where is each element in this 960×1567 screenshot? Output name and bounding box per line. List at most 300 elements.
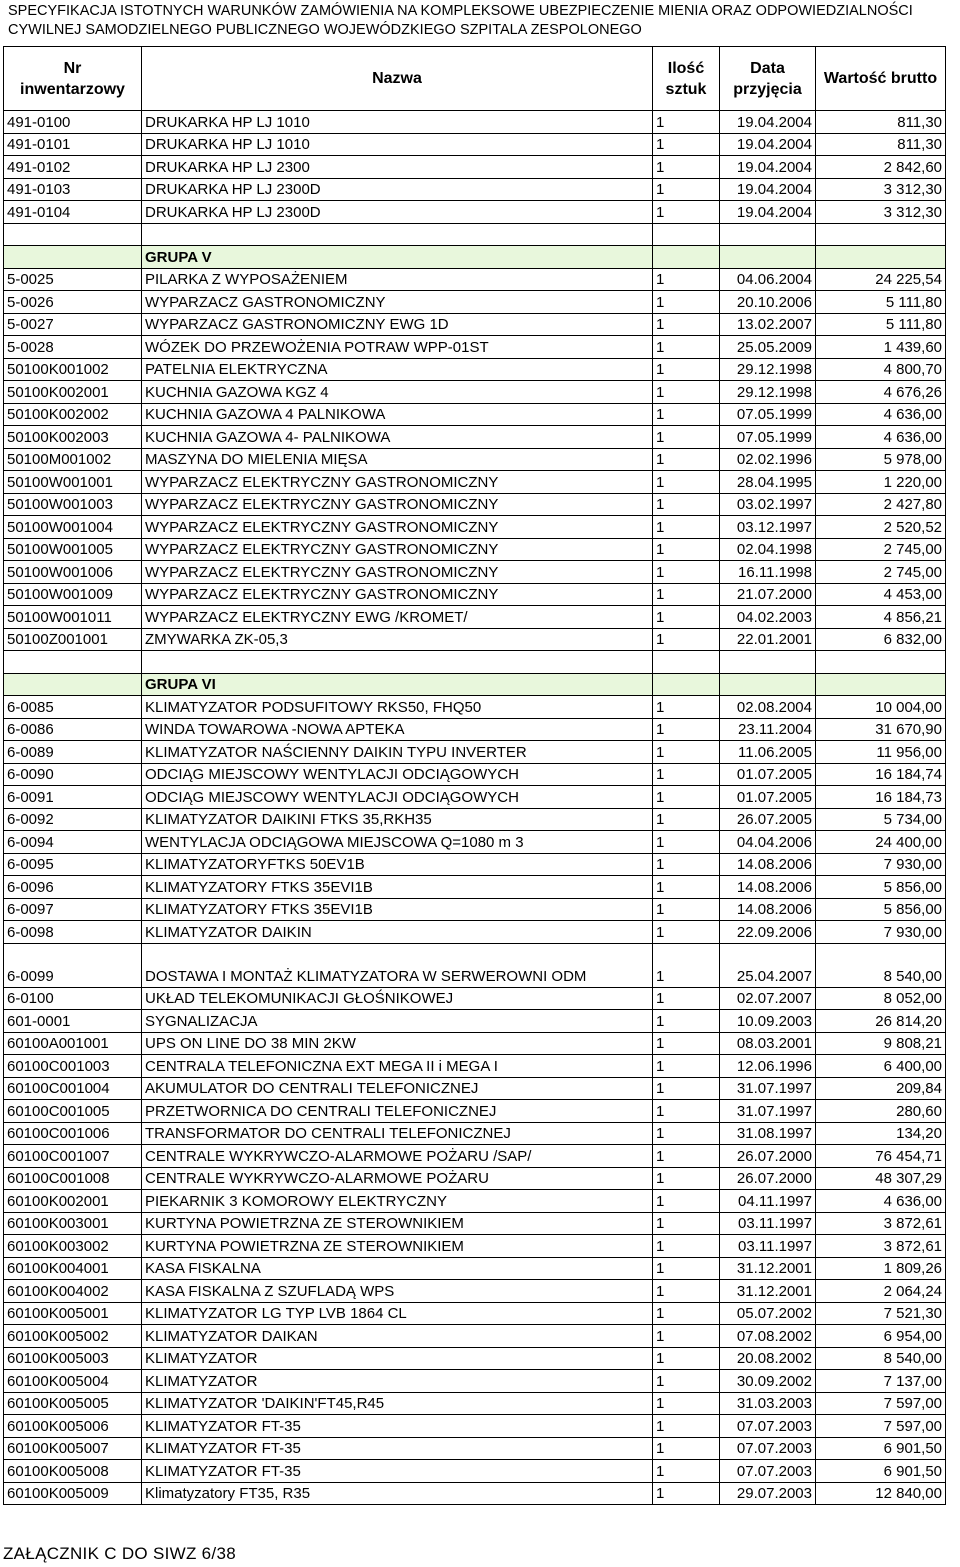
- cell-value: 2 427,80: [816, 493, 946, 516]
- table-row: [4, 1100, 946, 1123]
- table-row: [4, 1190, 946, 1213]
- cell-date: [720, 673, 816, 696]
- cell-qty: 1: [653, 1460, 720, 1483]
- cell-date: 02.08.2004: [720, 696, 816, 719]
- cell-qty: 1: [653, 1235, 720, 1258]
- cell-name: PATELNIA ELEKTRYCZNA: [142, 358, 653, 381]
- cell-value: 280,60: [816, 1100, 946, 1123]
- cell-value: 4 636,00: [816, 1190, 946, 1213]
- cell-value: 5 111,80: [816, 291, 946, 314]
- table-row: [4, 111, 946, 134]
- cell-nr: 6-0090: [4, 763, 142, 786]
- cell-nr: 60100K002001: [4, 1190, 142, 1213]
- cell-date: 29.12.1998: [720, 358, 816, 381]
- cell-value: 5 856,00: [816, 898, 946, 921]
- table-row: [4, 786, 946, 809]
- cell-name: KURTYNA POWIETRZNA ZE STEROWNIKIEM: [142, 1235, 653, 1258]
- cell-value: 6 832,00: [816, 628, 946, 651]
- cell-nr: 60100C001007: [4, 1145, 142, 1168]
- cell-value: 2 064,24: [816, 1280, 946, 1303]
- cell-qty: 1: [653, 1370, 720, 1393]
- cell-name: KLIMATYZATOR LG TYP LVB 1864 CL: [142, 1302, 653, 1325]
- cell-nr: 50100W001003: [4, 493, 142, 516]
- table-row: [4, 606, 946, 629]
- cell-name: ODCIĄG MIEJSCOWY WENTYLACJI ODCIĄGOWYCH: [142, 763, 653, 786]
- cell-nr: 50100K002003: [4, 426, 142, 449]
- table-row: [4, 268, 946, 291]
- cell-date: 02.04.1998: [720, 538, 816, 561]
- cell-qty: 1: [653, 1032, 720, 1055]
- cell-date: 25.05.2009: [720, 336, 816, 359]
- column-header-qty: Ilość sztuk: [653, 47, 720, 111]
- cell-value: 134,20: [816, 1122, 946, 1145]
- cell-qty: 1: [653, 1077, 720, 1100]
- cell-value: 4 676,26: [816, 381, 946, 404]
- cell-qty: 1: [653, 853, 720, 876]
- cell-date: 31.07.1997: [720, 1100, 816, 1123]
- cell-qty: 1: [653, 741, 720, 764]
- cell-date: 02.07.2007: [720, 987, 816, 1010]
- cell-qty: 1: [653, 1257, 720, 1280]
- column-header-value: Wartość brutto: [816, 47, 946, 111]
- cell-nr: 60100K003002: [4, 1235, 142, 1258]
- cell-name: KLIMATYZATOR DAIKIN: [142, 921, 653, 944]
- cell-nr: 50100W001001: [4, 471, 142, 494]
- cell-date: 31.12.2001: [720, 1280, 816, 1303]
- cell-nr: 50100W001009: [4, 583, 142, 606]
- table-row: [4, 1077, 946, 1100]
- table-row: [4, 1145, 946, 1168]
- table-row: [4, 763, 946, 786]
- cell-qty: 1: [653, 268, 720, 291]
- table-row: [4, 538, 946, 561]
- cell-date: 07.05.1999: [720, 426, 816, 449]
- cell-nr: 50100K001002: [4, 358, 142, 381]
- cell-value: 8 052,00: [816, 987, 946, 1010]
- cell-name: DRUKARKA HP LJ 1010: [142, 111, 653, 134]
- table-row: [4, 741, 946, 764]
- cell-name: PIEKARNIK 3 KOMOROWY ELEKTRYCZNY: [142, 1190, 653, 1213]
- cell-name: WYPARZACZ ELEKTRYCZNY GASTRONOMICZNY: [142, 516, 653, 539]
- cell-nr: 50100W001004: [4, 516, 142, 539]
- cell-nr: 60100K004002: [4, 1280, 142, 1303]
- cell-nr: 60100C001006: [4, 1122, 142, 1145]
- cell-nr: 60100C001005: [4, 1100, 142, 1123]
- empty-cell: [816, 651, 946, 674]
- table-row: [4, 1325, 946, 1348]
- cell-value: 8 540,00: [816, 943, 946, 987]
- cell-name: WYPARZACZ ELEKTRYCZNY GASTRONOMICZNY: [142, 471, 653, 494]
- cell-value: 5 978,00: [816, 448, 946, 471]
- cell-date: 04.06.2004: [720, 268, 816, 291]
- cell-value: 4 636,00: [816, 426, 946, 449]
- cell-date: 19.04.2004: [720, 178, 816, 201]
- cell-name: KLIMATYZATOR DAIKAN: [142, 1325, 653, 1348]
- cell-qty: 1: [653, 471, 720, 494]
- cell-value: 6 901,50: [816, 1460, 946, 1483]
- group-name: GRUPA VI: [142, 673, 653, 696]
- cell-nr: 60100K005001: [4, 1302, 142, 1325]
- cell-value: 24 225,54: [816, 268, 946, 291]
- cell-value: 7 930,00: [816, 921, 946, 944]
- cell-date: 01.07.2005: [720, 786, 816, 809]
- cell-value: 24 400,00: [816, 831, 946, 854]
- cell-value: 8 540,00: [816, 1347, 946, 1370]
- cell-value: 4 636,00: [816, 403, 946, 426]
- cell-nr: 60100K005003: [4, 1347, 142, 1370]
- cell-nr: 60100K005004: [4, 1370, 142, 1393]
- cell-date: 16.11.1998: [720, 561, 816, 584]
- table-row: [4, 1482, 946, 1505]
- table-row: [4, 1460, 946, 1483]
- cell-nr: 6-0095: [4, 853, 142, 876]
- cell-nr: 6-0091: [4, 786, 142, 809]
- cell-name: WYPARZACZ ELEKTRYCZNY EWG /KROMET/: [142, 606, 653, 629]
- table-row: [4, 1437, 946, 1460]
- cell-qty: [653, 673, 720, 696]
- cell-name: WYPARZACZ ELEKTRYCZNY GASTRONOMICZNY: [142, 583, 653, 606]
- cell-date: 28.04.1995: [720, 471, 816, 494]
- cell-name: KLIMATYZATORY FTKS 35EVI1B: [142, 898, 653, 921]
- cell-date: 19.04.2004: [720, 201, 816, 224]
- cell-nr: 50100K002001: [4, 381, 142, 404]
- cell-date: 26.07.2000: [720, 1145, 816, 1168]
- table-row: [4, 1122, 946, 1145]
- table-row: [4, 291, 946, 314]
- cell-name: DRUKARKA HP LJ 2300D: [142, 178, 653, 201]
- table-row: [4, 1010, 946, 1033]
- cell-name: KURTYNA POWIETRZNA ZE STEROWNIKIEM: [142, 1212, 653, 1235]
- cell-value: 76 454,71: [816, 1145, 946, 1168]
- cell-qty: [653, 246, 720, 269]
- cell-name: UKŁAD TELEKOMUNIKACJI GŁOŚNIKOWEJ: [142, 987, 653, 1010]
- cell-qty: 1: [653, 763, 720, 786]
- cell-nr: 60100K005008: [4, 1460, 142, 1483]
- table-row: [4, 583, 946, 606]
- cell-value: 16 184,74: [816, 763, 946, 786]
- cell-value: 3 312,30: [816, 178, 946, 201]
- table-row: [4, 1055, 946, 1078]
- cell-nr: [4, 246, 142, 269]
- table-row: [4, 718, 946, 741]
- spacer-row: [4, 651, 946, 674]
- cell-nr: 50100M001002: [4, 448, 142, 471]
- cell-date: 31.12.2001: [720, 1257, 816, 1280]
- cell-value: 9 808,21: [816, 1032, 946, 1055]
- table-row: [4, 336, 946, 359]
- cell-nr: 60100K004001: [4, 1257, 142, 1280]
- cell-date: 31.08.1997: [720, 1122, 816, 1145]
- cell-date: 13.02.2007: [720, 313, 816, 336]
- cell-date: 31.03.2003: [720, 1392, 816, 1415]
- cell-qty: 1: [653, 336, 720, 359]
- table-row: [4, 921, 946, 944]
- cell-qty: 1: [653, 1437, 720, 1460]
- table-row: [4, 1167, 946, 1190]
- table-row: [4, 178, 946, 201]
- cell-qty: 1: [653, 943, 720, 987]
- table-row: [4, 561, 946, 584]
- cell-name: KUCHNIA GAZOWA 4 PALNIKOWA: [142, 403, 653, 426]
- cell-qty: 1: [653, 583, 720, 606]
- cell-nr: 60100C001008: [4, 1167, 142, 1190]
- table-row: [4, 1302, 946, 1325]
- cell-name: Klimatyzatory FT35, R35: [142, 1482, 653, 1505]
- column-header-nr: Nr inwentarzowy: [4, 47, 142, 111]
- cell-nr: 6-0092: [4, 808, 142, 831]
- table-row: [4, 943, 946, 987]
- cell-qty: 1: [653, 133, 720, 156]
- cell-qty: 1: [653, 493, 720, 516]
- cell-name: KLIMATYZATOR FT-35: [142, 1460, 653, 1483]
- table-row: [4, 471, 946, 494]
- group-heading-row: [4, 673, 946, 696]
- cell-qty: 1: [653, 403, 720, 426]
- cell-nr: 60100K003001: [4, 1212, 142, 1235]
- cell-qty: 1: [653, 1122, 720, 1145]
- cell-qty: 1: [653, 291, 720, 314]
- table-row: [4, 1032, 946, 1055]
- cell-date: 20.10.2006: [720, 291, 816, 314]
- cell-value: [816, 246, 946, 269]
- cell-value: 3 312,30: [816, 201, 946, 224]
- cell-qty: 1: [653, 1325, 720, 1348]
- cell-qty: 1: [653, 1190, 720, 1213]
- cell-name: KLIMATYZATORYFTKS 50EV1B: [142, 853, 653, 876]
- cell-nr: 5-0026: [4, 291, 142, 314]
- cell-value: 48 307,29: [816, 1167, 946, 1190]
- cell-name: KASA FISKALNA: [142, 1257, 653, 1280]
- cell-date: 14.08.2006: [720, 876, 816, 899]
- cell-qty: 1: [653, 606, 720, 629]
- cell-value: 7 521,30: [816, 1302, 946, 1325]
- cell-date: 19.04.2004: [720, 111, 816, 134]
- cell-date: 22.01.2001: [720, 628, 816, 651]
- cell-nr: 6-0098: [4, 921, 142, 944]
- cell-name: KLIMATYZATOR FT-35: [142, 1415, 653, 1438]
- cell-date: 02.02.1996: [720, 448, 816, 471]
- cell-nr: 50100W001005: [4, 538, 142, 561]
- cell-name: TRANSFORMATOR DO CENTRALI TELEFONICZNEJ: [142, 1122, 653, 1145]
- cell-nr: 5-0025: [4, 268, 142, 291]
- cell-qty: 1: [653, 786, 720, 809]
- cell-qty: 1: [653, 987, 720, 1010]
- cell-name: UPS ON LINE DO 38 MIN 2KW: [142, 1032, 653, 1055]
- cell-qty: 1: [653, 628, 720, 651]
- cell-date: 04.04.2006: [720, 831, 816, 854]
- table-header-row: [4, 47, 946, 111]
- cell-date: 21.07.2000: [720, 583, 816, 606]
- cell-qty: 1: [653, 831, 720, 854]
- cell-nr: 60100C001004: [4, 1077, 142, 1100]
- table-row: [4, 808, 946, 831]
- cell-name: MASZYNA DO MIELENIA MIĘSA: [142, 448, 653, 471]
- document-header: [8, 2, 913, 40]
- cell-name: WYPARZACZ GASTRONOMICZNY EWG 1D: [142, 313, 653, 336]
- cell-nr: 491-0101: [4, 133, 142, 156]
- cell-name: WINDA TOWAROWA -NOWA APTEKA: [142, 718, 653, 741]
- cell-nr: 60100C001003: [4, 1055, 142, 1078]
- cell-qty: 1: [653, 876, 720, 899]
- cell-value: 11 956,00: [816, 741, 946, 764]
- table-row: [4, 831, 946, 854]
- cell-name: KLIMATYZATOR: [142, 1347, 653, 1370]
- cell-date: 07.05.1999: [720, 403, 816, 426]
- table-row: [4, 403, 946, 426]
- cell-nr: 6-0085: [4, 696, 142, 719]
- cell-qty: 1: [653, 561, 720, 584]
- table-row: [4, 133, 946, 156]
- cell-value: 811,30: [816, 111, 946, 134]
- cell-nr: 6-0097: [4, 898, 142, 921]
- table-row: [4, 1212, 946, 1235]
- cell-name: CENTRALE WYKRYWCZO-ALARMOWE POŻARU /SAP/: [142, 1145, 653, 1168]
- cell-nr: 60100A001001: [4, 1032, 142, 1055]
- cell-qty: 1: [653, 1482, 720, 1505]
- table-row: [4, 1415, 946, 1438]
- cell-value: 31 670,90: [816, 718, 946, 741]
- cell-nr: 5-0027: [4, 313, 142, 336]
- cell-date: 29.12.1998: [720, 381, 816, 404]
- cell-name: WYPARZACZ ELEKTRYCZNY GASTRONOMICZNY: [142, 493, 653, 516]
- table-row: [4, 853, 946, 876]
- cell-value: 1 220,00: [816, 471, 946, 494]
- cell-value: 26 814,20: [816, 1010, 946, 1033]
- cell-date: [720, 246, 816, 269]
- table-row: [4, 313, 946, 336]
- cell-name: KUCHNIA GAZOWA KGZ 4: [142, 381, 653, 404]
- cell-date: 26.07.2000: [720, 1167, 816, 1190]
- table-row: [4, 201, 946, 224]
- cell-value: 209,84: [816, 1077, 946, 1100]
- table-row: [4, 516, 946, 539]
- table-row: [4, 381, 946, 404]
- cell-name: CENTRALA TELEFONICZNA EXT MEGA II i MEGA I: [142, 1055, 653, 1078]
- empty-cell: [142, 223, 653, 246]
- table-row: [4, 898, 946, 921]
- cell-date: 29.07.2003: [720, 1482, 816, 1505]
- cell-value: 5 734,00: [816, 808, 946, 831]
- cell-name: PILARKA Z WYPOSAŻENIEM: [142, 268, 653, 291]
- cell-name: ZMYWARKA ZK-05,3: [142, 628, 653, 651]
- table-row: [4, 1370, 946, 1393]
- cell-value: 3 872,61: [816, 1235, 946, 1258]
- cell-qty: 1: [653, 1100, 720, 1123]
- cell-qty: 1: [653, 1280, 720, 1303]
- empty-cell: [720, 223, 816, 246]
- table-row: [4, 426, 946, 449]
- cell-nr: 60100K005009: [4, 1482, 142, 1505]
- cell-qty: 1: [653, 516, 720, 539]
- cell-date: 07.07.2003: [720, 1460, 816, 1483]
- cell-nr: 50100Z001001: [4, 628, 142, 651]
- cell-name: SYGNALIZACJA: [142, 1010, 653, 1033]
- cell-name: KLIMATYZATOR 'DAIKIN'FT45,R45: [142, 1392, 653, 1415]
- cell-nr: 50100W001011: [4, 606, 142, 629]
- cell-date: 03.02.1997: [720, 493, 816, 516]
- cell-nr: 50100K002002: [4, 403, 142, 426]
- cell-name: WENTYLACJA ODCIĄGOWA MIEJSCOWA Q=1080 m 3: [142, 831, 653, 854]
- cell-date: 07.08.2002: [720, 1325, 816, 1348]
- empty-cell: [653, 223, 720, 246]
- cell-value: 1 439,60: [816, 336, 946, 359]
- cell-name: KLIMATYZATOR PODSUFITOWY RKS50, FHQ50: [142, 696, 653, 719]
- cell-name: DRUKARKA HP LJ 2300: [142, 156, 653, 179]
- cell-nr: 60100K005007: [4, 1437, 142, 1460]
- cell-qty: 1: [653, 898, 720, 921]
- cell-name: KASA FISKALNA Z SZUFLADĄ WPS: [142, 1280, 653, 1303]
- cell-name: KLIMATYZATOR NAŚCIENNY DAIKIN TYPU INVERTER: [142, 741, 653, 764]
- cell-date: 04.02.2003: [720, 606, 816, 629]
- cell-value: 2 745,00: [816, 561, 946, 584]
- table-row: [4, 448, 946, 471]
- column-header-date: Data przyjęcia: [720, 47, 816, 111]
- cell-nr: 6-0089: [4, 741, 142, 764]
- table-row: [4, 1392, 946, 1415]
- cell-qty: 1: [653, 426, 720, 449]
- cell-name: PRZETWORNICA DO CENTRALI TELEFONICZNEJ: [142, 1100, 653, 1123]
- cell-date: 25.04.2007: [720, 943, 816, 987]
- page-footer: ZAŁĄCZNIK C DO SIWZ 6/38: [3, 1544, 236, 1563]
- cell-name: DRUKARKA HP LJ 1010: [142, 133, 653, 156]
- table-row: [4, 156, 946, 179]
- empty-cell: [816, 223, 946, 246]
- cell-name: DOSTAWA I MONTAŻ KLIMATYZATORA W SERWEROWNI ODM: [142, 943, 653, 987]
- cell-date: 03.11.1997: [720, 1235, 816, 1258]
- cell-name: CENTRALE WYKRYWCZO-ALARMOWE POŻARU: [142, 1167, 653, 1190]
- cell-value: 7 597,00: [816, 1415, 946, 1438]
- cell-name: ODCIĄG MIEJSCOWY WENTYLACJI ODCIĄGOWYCH: [142, 786, 653, 809]
- cell-value: 7 597,00: [816, 1392, 946, 1415]
- cell-value: 2 842,60: [816, 156, 946, 179]
- table-row: [4, 493, 946, 516]
- table-row: [4, 1347, 946, 1370]
- cell-date: 05.07.2002: [720, 1302, 816, 1325]
- cell-qty: 1: [653, 178, 720, 201]
- cell-date: 10.09.2003: [720, 1010, 816, 1033]
- table-row: [4, 628, 946, 651]
- cell-date: 04.11.1997: [720, 1190, 816, 1213]
- cell-value: 4 800,70: [816, 358, 946, 381]
- cell-value: 16 184,73: [816, 786, 946, 809]
- cell-date: 19.04.2004: [720, 133, 816, 156]
- cell-qty: 1: [653, 358, 720, 381]
- cell-qty: 1: [653, 1145, 720, 1168]
- spacer-row: [4, 223, 946, 246]
- cell-qty: 1: [653, 1212, 720, 1235]
- table-row: [4, 987, 946, 1010]
- cell-qty: 1: [653, 1055, 720, 1078]
- empty-cell: [720, 651, 816, 674]
- cell-date: 14.08.2006: [720, 853, 816, 876]
- cell-qty: 1: [653, 718, 720, 741]
- cell-qty: 1: [653, 538, 720, 561]
- header-line-1: SPECYFIKACJA ISTOTNYCH WARUNKÓW ZAMÓWIENIA NA KOMPLEKSOWE UBEZPIECZENIE MIENIA ORAZ ODPOWIEDZIALNOŚCI: [8, 3, 913, 19]
- cell-value: 5 856,00: [816, 876, 946, 899]
- cell-qty: 1: [653, 1302, 720, 1325]
- cell-value: 5 111,80: [816, 313, 946, 336]
- cell-nr: 6-0099: [4, 943, 142, 987]
- cell-value: 10 004,00: [816, 696, 946, 719]
- cell-date: 26.07.2005: [720, 808, 816, 831]
- cell-date: 23.11.2004: [720, 718, 816, 741]
- cell-nr: 6-0096: [4, 876, 142, 899]
- cell-qty: 1: [653, 448, 720, 471]
- cell-date: 20.08.2002: [720, 1347, 816, 1370]
- cell-value: 4 856,21: [816, 606, 946, 629]
- column-header-name: Nazwa: [142, 47, 653, 111]
- cell-value: 6 954,00: [816, 1325, 946, 1348]
